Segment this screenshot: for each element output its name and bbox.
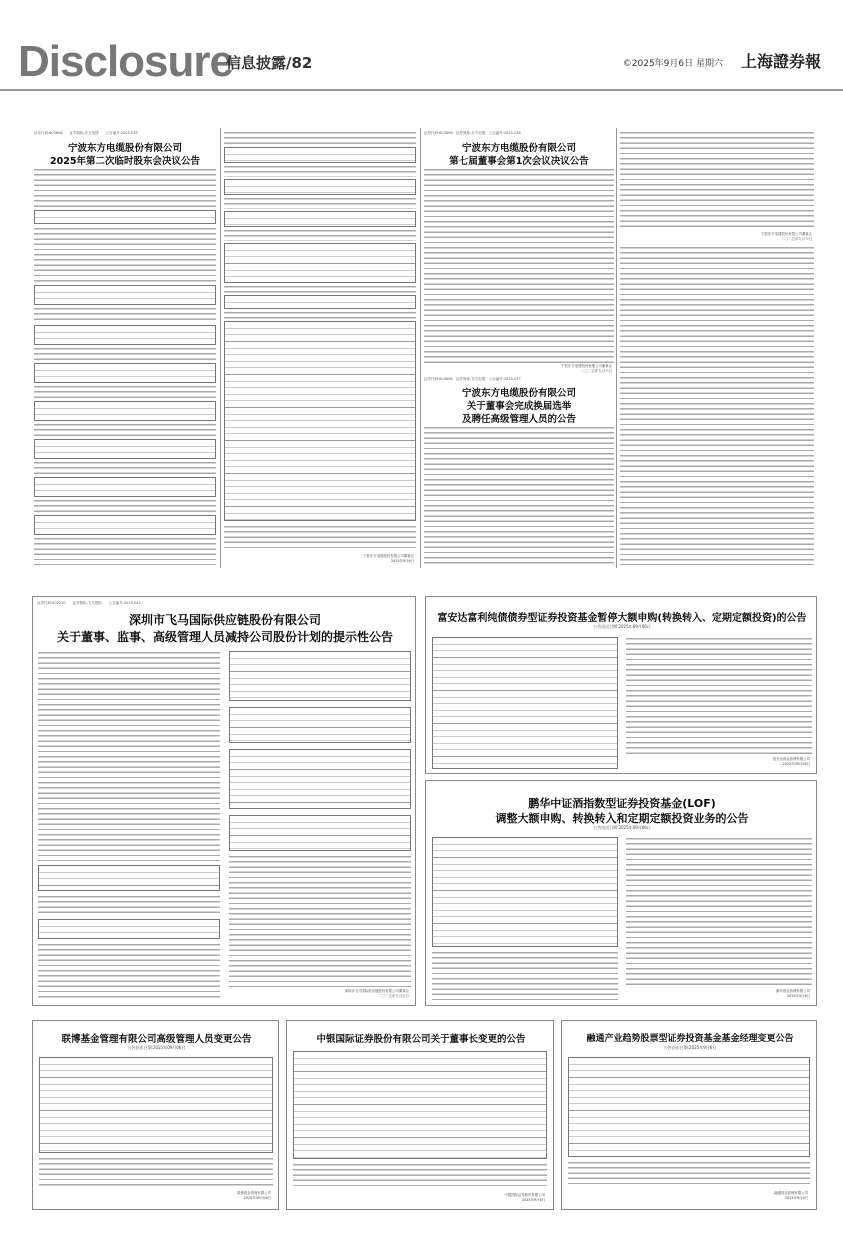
notice-text [34, 168, 216, 208]
notice-text [34, 461, 216, 475]
plan-table [229, 651, 411, 701]
plan-table [229, 749, 411, 809]
notice-date: 公告送出日期:2025年09月06日 [127, 1045, 186, 1050]
masthead-rule [0, 89, 843, 91]
notice-text [424, 168, 614, 364]
notice-title: 调整大额申购、转换转入和定期定额投资业务的公告 [495, 812, 749, 825]
notice-text [224, 311, 416, 319]
plan-table [229, 707, 411, 743]
notice-code: 证券代码:603606 证券简称:东方电缆 公告编号:2025-036 [424, 131, 521, 135]
vote-table [224, 321, 416, 521]
vote-table [224, 243, 416, 283]
notice-title: 关于董事会完成换届选举 [466, 401, 572, 412]
notice-date: 公告送出日期:2025年09月06日 [593, 624, 651, 629]
vote-table [34, 439, 216, 459]
notice-text [38, 651, 220, 861]
notice-signature: 宁波东方电缆股份有限公司董事会 二〇二五年九月六日 [561, 364, 612, 373]
column-separator [220, 128, 221, 568]
notice-title: 宁波东方电缆股份有限公司 [67, 143, 182, 154]
column-separator [420, 128, 421, 568]
notice-text [34, 347, 216, 361]
notice-text [39, 1157, 273, 1187]
notice-text [626, 637, 812, 755]
notice-text [34, 385, 216, 399]
notice-title: 富安达富利纯债债券型证券投资基金暂停大额申购(转换转入、定期定额投资)的公告 [437, 613, 807, 624]
notice-title: 2025年第二次临时股东会决议公告 [50, 156, 200, 167]
notice-rongtong [561, 1020, 817, 1210]
notice-signature: 深圳市飞马国际供应链股份有限公司董事会 二〇二五年九月五日 [344, 989, 409, 998]
notice-text [224, 131, 416, 145]
issue-date: ©2025年9月6日 星期六 [622, 59, 723, 69]
notice-text [224, 165, 416, 177]
notice-date: 公告送出日期:2025年9月6日 [663, 1045, 717, 1050]
notice-text [229, 855, 411, 987]
notice-penghua [425, 780, 817, 1006]
vote-table [34, 363, 216, 383]
notice-signature: 联博基金管理有限公司 2025年09月06日 [237, 1191, 271, 1200]
notice-title: 联博基金管理有限公司高级管理人员变更公告 [61, 1034, 252, 1045]
notice-date: 公告送出日期:2025年09月06日 [593, 825, 651, 830]
vote-table [34, 325, 216, 345]
vote-table [34, 210, 216, 224]
masthead [0, 38, 843, 88]
notice-text [38, 943, 220, 1001]
notice-alliance [32, 1020, 279, 1210]
section-title: 信息披露/82 [226, 54, 313, 72]
plan-table [229, 815, 411, 851]
vote-table [224, 147, 416, 163]
notice-text [224, 197, 416, 209]
notice-title: 中银国际证券股份有限公司关于董事长变更的公告 [316, 1034, 526, 1045]
manager-table [568, 1057, 810, 1157]
notice-bocint [286, 1020, 554, 1210]
notice-title: 及聘任高级管理人员的公告 [461, 414, 576, 425]
notice-text [38, 895, 220, 915]
notice-title: 宁波东方电缆股份有限公司 [461, 388, 576, 399]
notice-text [34, 499, 216, 513]
notice-signature: 鹏华基金管理有限公司 2025年9月6日 [776, 989, 810, 998]
notice-title: 宁波东方电缆股份有限公司 [461, 143, 576, 154]
fund-info-table [432, 837, 618, 947]
notice-title: 融通产业趋势股票型证券投资基金基金经理变更公告 [586, 1034, 794, 1044]
vote-table [224, 179, 416, 195]
column-separator [616, 128, 617, 568]
notice-signature: 富安达基金管理有限公司 2025年09月06日 [772, 757, 810, 766]
change-table [293, 1051, 547, 1159]
newspaper-name: 上海證券報 [740, 52, 821, 71]
notice-title: 第七届董事会第1次会议决议公告 [449, 156, 589, 167]
notice-title: 鹏华中证酒指数型证券投资基金(LOF) [528, 797, 716, 810]
notice-text [224, 285, 416, 293]
notice-code: 证券代码:603606 证券简称:东方电缆 公告编号:2025-037 [424, 377, 521, 381]
notice-text [620, 131, 814, 231]
notice-text [293, 1163, 547, 1189]
notice-fuanda [425, 596, 817, 774]
holding-table [38, 919, 220, 939]
notice-text [224, 229, 416, 241]
vote-table [34, 477, 216, 497]
notice-code: 证券代码:603606 证券简称:东方电缆 公告编号:2025-035 [34, 131, 138, 135]
notice-signature: 中银国际证券股份有限公司 2025年9月6日 [504, 1193, 545, 1202]
notice-text [34, 423, 216, 437]
holding-table [38, 865, 220, 891]
vote-table [224, 295, 416, 309]
manager-table [39, 1057, 273, 1153]
vote-table [34, 401, 216, 421]
notice-title: 深圳市飞马国际供应链股份有限公司 [128, 613, 321, 627]
vote-table [34, 515, 216, 535]
notice-text [224, 525, 416, 551]
notice-signature: 融通基金管理有限公司 2025年9月6日 [774, 1191, 808, 1200]
notice-text [568, 1161, 810, 1187]
notice-text [34, 537, 216, 565]
notice-code: 证券代码:002210 证券简称:飞马国际 公告编号:2025-042 [37, 601, 141, 605]
fund-info-table [432, 637, 618, 769]
notice-text [626, 837, 812, 987]
notice-text [34, 307, 216, 323]
notice-feima [32, 596, 416, 1006]
notice-text [432, 951, 618, 1001]
vote-table [34, 285, 216, 305]
notice-block-dongfang [32, 128, 816, 569]
notice-title: 关于董事、监事、高级管理人员减持公司股份计划的提示性公告 [56, 630, 393, 644]
vote-table [224, 211, 416, 227]
notice-text [34, 227, 216, 283]
notice-text [424, 426, 614, 564]
brand-logo: Disclosure [18, 37, 233, 86]
notice-text [620, 246, 814, 565]
notice-signature: 宁波东方电缆股份有限公司董事会 2025年9月6日 [363, 554, 414, 563]
notice-signature: 宁波东方电缆股份有限公司董事会 二〇二五年九月六日 [761, 232, 812, 241]
